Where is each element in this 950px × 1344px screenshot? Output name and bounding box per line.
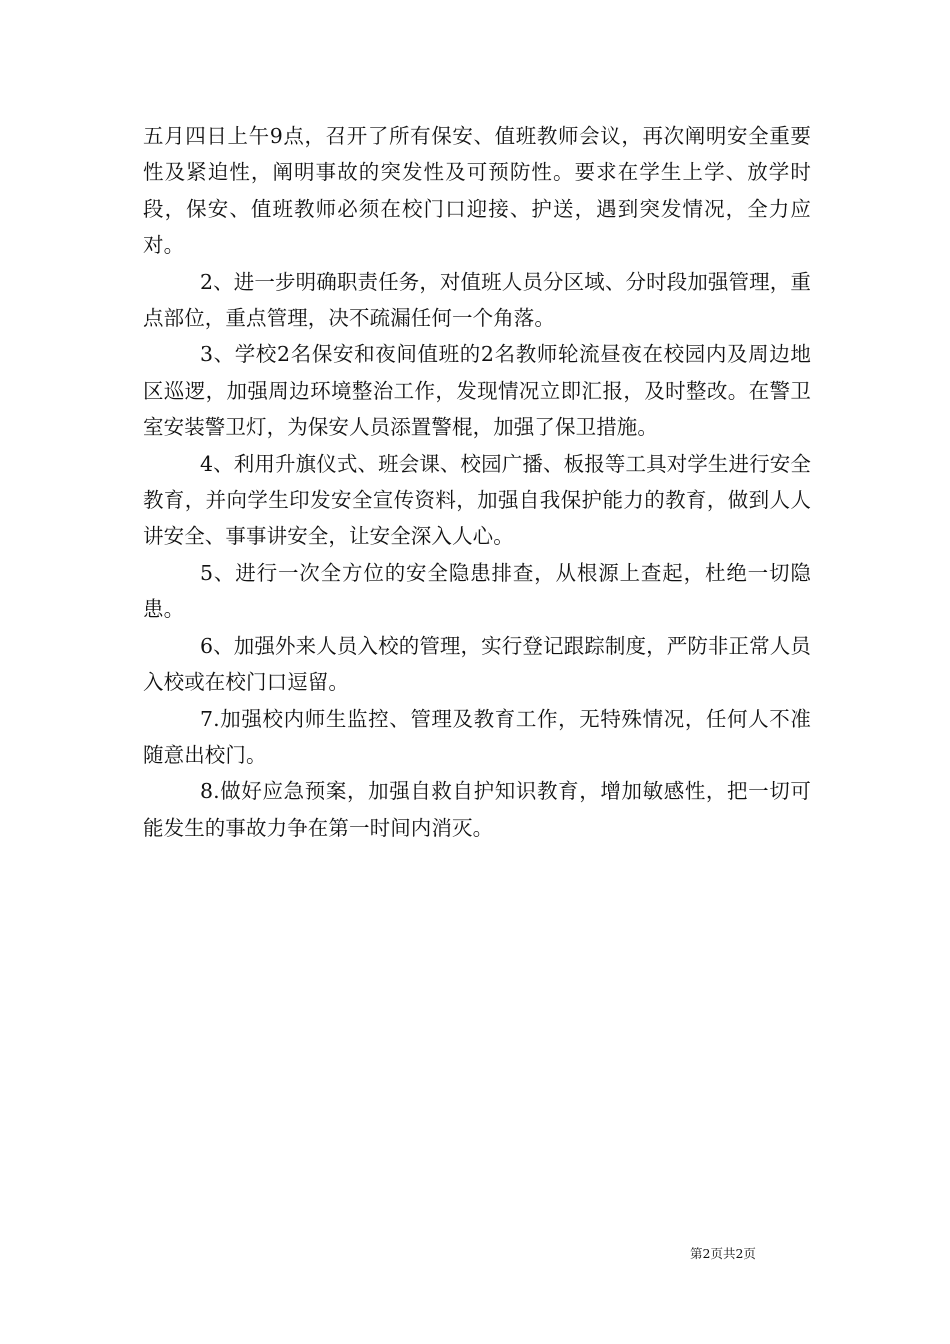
paragraph-continuation: 五月四日上午9点，召开了所有保安、值班教师会议，再次阐明安全重要性及紧迫性，阐明事故的突发性及可预防性。要求在学生上学、放学时段，保安、值班教师必须在校门口迎接、护送，遇到突发情况，全力应对。 [143, 124, 811, 258]
paragraph-item-6: 6、加强外来人员入校的管理，实行登记跟踪制度，严防非正常人员入校或在校门口逗留。 [143, 633, 811, 695]
document-body [143, 118, 811, 846]
paragraph-item-7: 7.加强校内师生监控、管理及教育工作，无特殊情况，任何人不准随意出校门。 [143, 706, 811, 767]
paragraph-item-2: 2、进一步明确职责任务，对值班人员分区域、分时段加强管理，重点部位，重点管理，决不疏漏任何一个角落。 [143, 269, 811, 331]
paragraph-item-3: 3、学校2名保安和夜间值班的2名教师轮流昼夜在校园内及周边地区巡逻，加强周边环境整治工作，发现情况立即汇报，及时整改。在警卫室安装警卫灯，为保安人员添置警棍，加强了保卫措施。 [143, 342, 811, 440]
paragraph-item-8: 8.做好应急预案，加强自救自护知识教育，增加敏感性，把一切可能发生的事故力争在第一时间内消灭。 [143, 779, 811, 840]
page-number-footer: 第2页共2页 [690, 1246, 756, 1261]
paragraph-item-4: 4、利用升旗仪式、班会课、校园广播、板报等工具对学生进行安全教育，并向学生印发安全宣传资料，加强自我保护能力的教育，做到人人讲安全、事事讲安全，让安全深入人心。 [143, 451, 811, 549]
paragraph-item-5: 5、进行一次全方位的安全隐患排查，从根源上查起，杜绝一切隐患。 [143, 560, 811, 622]
